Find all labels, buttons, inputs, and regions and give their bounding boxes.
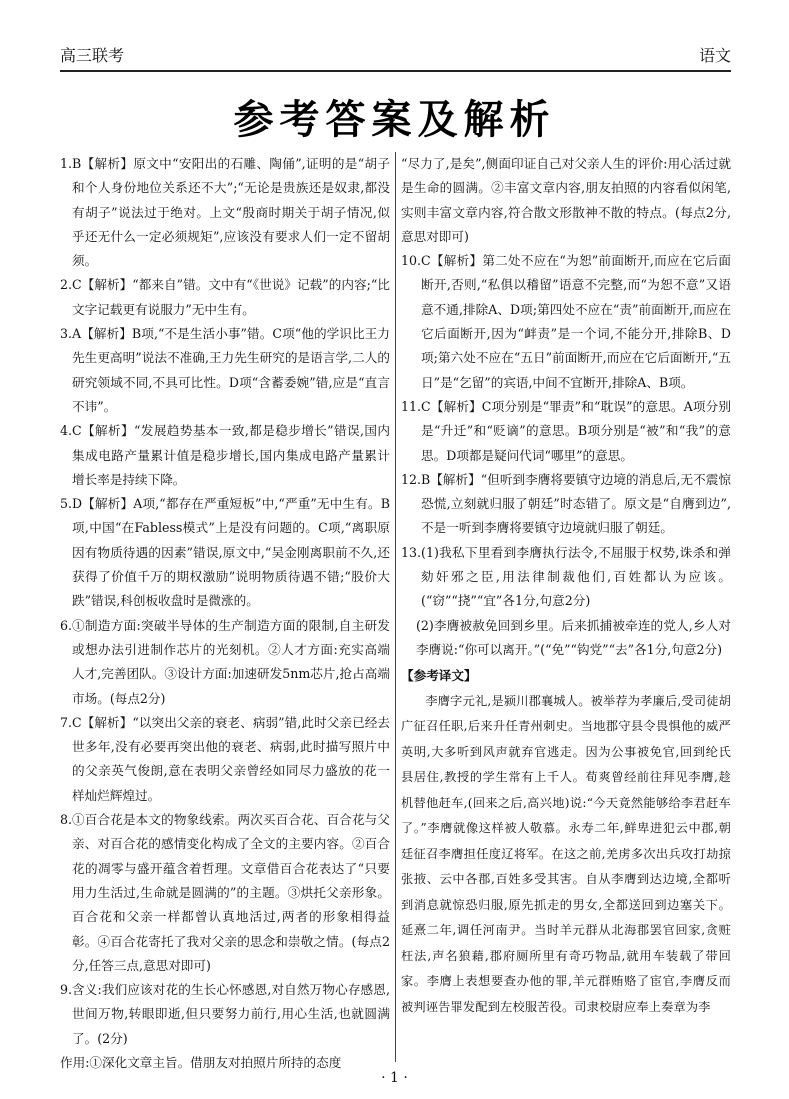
answer-number: 6. xyxy=(60,617,73,633)
answer-item xyxy=(401,395,731,468)
q13-part2: (2)李膺被赦免回到乡里。后来抓捕被牵连的党人,乡人对李膺说:“你可以离开。”(“免”“钩党”“去”各1分,句意2分) xyxy=(416,617,731,657)
right-column xyxy=(401,152,731,1020)
answer-number: 2. xyxy=(60,277,73,293)
answer-item xyxy=(60,978,390,1051)
answer-number: 5. xyxy=(60,496,73,512)
page-number: · 1 · xyxy=(381,1070,408,1086)
answer-number: 7. xyxy=(60,714,73,730)
translation-text: 李膺字元礼,是颍川郡襄城人。被举荐为孝廉后,受司徒胡广征召任职,后来升任青州刺史。当地郡守县令畏惧他的威严英明,大多听到风声就弃官逃走。因为公事被免官,回到纶氏县居住,教授的学生常有上千人。荀爽曾经前往拜见李膺,趁机替他赶车,(回来之后,高兴地)说:“今天竟然能够给李君赶车了。”李膺就像这样被人敬慕。永寿二年,鲜卑进犯云中郡,朝廷征召李膺担任度辽将军。在这之前,羌虏多次出兵攻打劫掠张掖、云中各郡,百姓多受其害。自从李膺到达边境,全都听到消息就惊恐归服,原先抓走的男女,全都送回到边塞关下。延熹二年,调任河南尹。当时羊元群从北海郡罢官回家,贪赃枉法,声名狼藉,郡府厕所里有奇巧物品,就用车装载了带回家。李膺上表想要查办他的罪,羊元群贿赂了宦官,李膺反而被判诬告罪发配到左校服苦役。司隶校尉应奉上奏章为李 xyxy=(401,693,731,1014)
answer-text: ①制造方面:突破半导体的生产制造方面的限制,自主研发或想办法引进制作芯片的光刻机。②人才方面:充实高端人才,完善团队。③设计方面:加速研发5nm芯片,抢占高端市场。(每点2分) xyxy=(72,617,390,706)
page-header xyxy=(60,40,731,72)
answer-text: C【解析】第二处不应在“为恕”前面断开,而应在它后面断开,否则,“私俱以稽留”语意不完整,而“为恕不意”又语意不通,排除A、D项;第四处不应在“责”前面断开,而应在它后面断开,因为“衅责”是一个词,不能分开,排除B、D项;第六处不应在“五日”前面断开,而应在它后面断开,“五日”是“乞留”的宾语,中间不宜断开,排除A、B项。 xyxy=(421,253,731,390)
answer-text: B【解析】原文中“安阳出的石雕、陶俑”,证明的是“胡子和个人身份地位关系还不大”;“无论是贵族还是奴隶,都没有胡子”说法过于绝对。上文“殷商时期关于胡子情况,似乎还无什么一定必须规矩”,应该没有要求人们一定不留胡须。 xyxy=(72,156,390,269)
answer-number: 1. xyxy=(60,156,73,171)
answer-item xyxy=(60,808,390,978)
answer-text: A【解析】B项,“不是生活小事”错。C项“他的学识比王力先生更高明”说法不准确,王力先生研究的是语言学,二人的研究领域不同,不具可比性。D项“含蓄委婉”错,应是“直言不讳”。 xyxy=(72,326,390,414)
column-divider xyxy=(395,152,396,1062)
answer-item xyxy=(60,322,390,419)
answer-text: C【解析】“以突出父亲的衰老、病弱”错,此时父亲已经去世多年,没有必要再突出他的衰老、病弱,此时描写照片中的父亲英气俊朗,意在表明父亲曾经如同尽力盛放的花一样灿烂辉煌过。 xyxy=(72,714,390,803)
answer-text: (1)我私下里看到李膺执行法令,不屈服于权势,诛杀和弹劾奸邪之臣,用法律制裁他们,百姓都认为应该。(“窃”“挠”“宜”各1分,句意2分) xyxy=(421,544,731,609)
answer-item xyxy=(60,492,390,613)
answer-text: 含义:我们应该对花的生长心怀感恩,对自然万物心存感恩,世间万物,转眼即逝,但只要努力前行,用心生活,也就圆满了。(2分) xyxy=(72,982,390,1046)
answer-number: 13. xyxy=(401,544,422,560)
answer-text: C【解析】“发展趋势基本一致,都是稳步增长”错误,国内集成电路产量累计值是稳步增长,国内集成电路产量累计增长率是持续下降。 xyxy=(72,423,390,487)
page-title: 参考答案及解析 xyxy=(233,97,556,143)
left-column xyxy=(60,152,390,1075)
answer-number: 9. xyxy=(60,982,73,998)
answer-number: 11. xyxy=(401,398,422,414)
answer-text: D【解析】A项,“都存在严重短板”中,“严重”无中生有。B项,中国“在Fabless模式”上是没有问题的。C项,“离职原因有物质待遇的因素”错误,原文中,“吴金刚离职前不久,还获得了价值千万的期权激励”说明物质待遇不错;“股价大跌”错误,科创板收盘时是微涨的。 xyxy=(72,496,390,609)
right-items xyxy=(401,249,731,613)
answer-item xyxy=(401,541,731,614)
answer-item xyxy=(60,152,390,273)
answer-text: 作用:①深化文章主旨。借朋友对拍照片所持的态度 xyxy=(60,1054,342,1070)
answer-item xyxy=(60,711,390,808)
answer-text: C【解析】C项分别是“罪责”和“耽误”的意思。A项分别是“升迁”和“贬谪”的意思。B项分别是“被”和“我”的意思。D项都是疑问代词“哪里”的意思。 xyxy=(421,398,731,463)
translation-title: 【参考译文】 xyxy=(401,668,477,684)
answer-number: 8. xyxy=(60,812,73,828)
answer-number: 4. xyxy=(60,423,73,439)
continuation-text: “尽力了,是矣”,侧面印证自己对父亲人生的评价:用心活过就是生命的圆满。②丰富文章内容,朋友拍照的内容看似闲笔,实则丰富文章内容,符合散文形散神不散的特点。(每点2分,意思对即可) xyxy=(401,156,731,244)
answer-text: C【解析】“都来自”错。文中有“《世说》记载”的内容;“比文字记载更有说服力”无中生有。 xyxy=(72,277,390,317)
answer-item xyxy=(60,419,390,492)
answer-item xyxy=(401,249,731,395)
header-right: 语文 xyxy=(698,46,731,65)
answer-item xyxy=(401,468,731,541)
answer-number: 10. xyxy=(401,253,422,269)
answer-number: 3. xyxy=(60,326,73,342)
answer-item xyxy=(60,614,390,711)
answer-text: B【解析】“但听到李膺将要镇守边境的消息后,无不震惊恐慌,立刻就归服了朝廷”时态错了。原文是“自膺到边”,不是一听到李膺将要镇守边境就归服了朝廷。 xyxy=(421,471,731,536)
header-left: 高三联考 xyxy=(60,46,125,65)
answer-text: ①百合花是本文的物象线索。两次买百合花、百合花与父亲、对百合花的感情变化构成了全文的主要内容。②百合花的凋零与盛开蕴含着哲理。文章借百合花表达了“只要用力生活过,生命就是圆满的”的主题。③烘托父亲形象。百合花和父亲一样都曾认真地活过,两者的形象相得益彰。④百合花寄托了我对父亲的思念和崇敬之情。(每点2分,任答三点,意思对即可) xyxy=(72,812,390,973)
answer-number: 12. xyxy=(401,471,422,487)
answer-item xyxy=(60,273,390,322)
